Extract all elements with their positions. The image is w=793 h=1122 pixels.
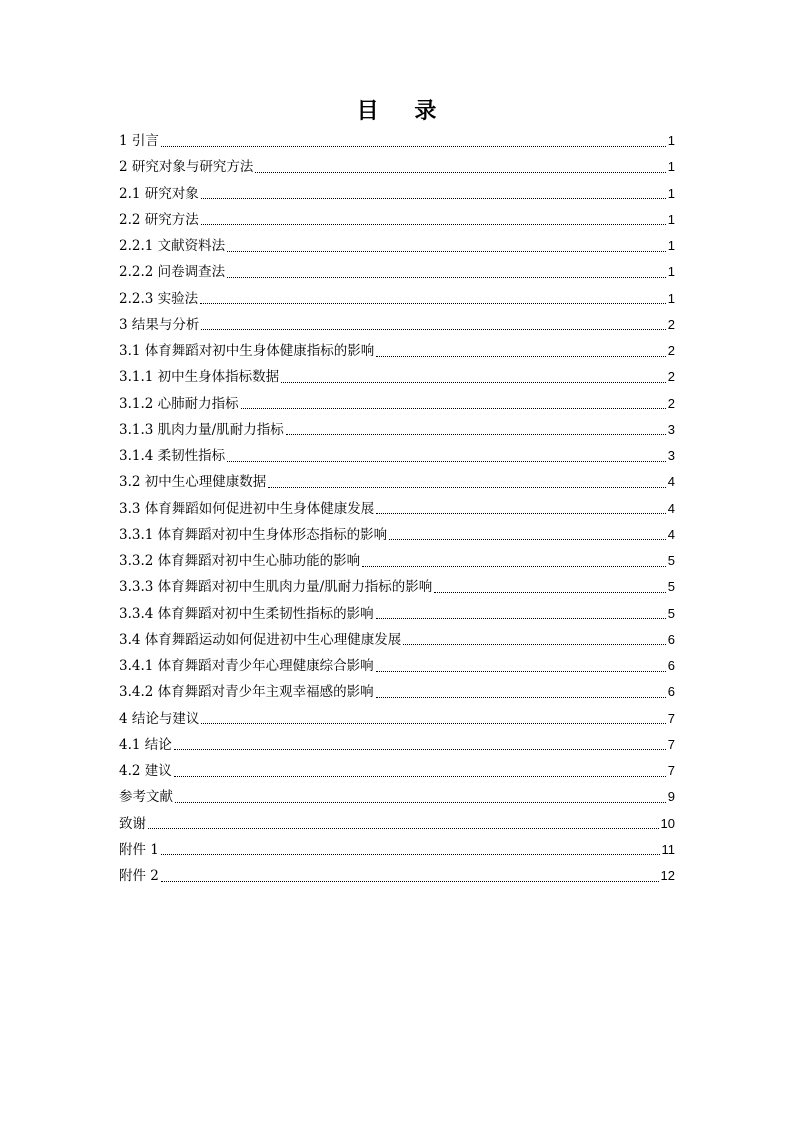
toc-entry[interactable] bbox=[119, 574, 675, 600]
dot-leader bbox=[403, 644, 666, 645]
toc-entry-page-number: 6 bbox=[667, 684, 675, 700]
toc-entry[interactable] bbox=[119, 181, 675, 207]
toc-entry-label: 3 结果与分析 bbox=[119, 316, 200, 333]
toc-entry-page-number: 5 bbox=[667, 579, 675, 595]
toc-entry-label: 3.2 初中生心理健康数据 bbox=[119, 474, 267, 491]
dot-leader bbox=[376, 671, 666, 672]
toc-entry-label: 2.1 研究对象 bbox=[119, 185, 199, 202]
dot-leader bbox=[174, 776, 666, 777]
toc-entry[interactable] bbox=[119, 259, 675, 285]
toc-entry-label: 3.3.1 体育舞蹈对初中生身体形态指标的影响 bbox=[119, 526, 388, 543]
dot-leader bbox=[376, 356, 666, 357]
toc-entry-label: 3.1.1 初中生身体指标数据 bbox=[119, 369, 280, 386]
toc-entry[interactable] bbox=[119, 548, 675, 574]
toc-entry-page-number: 11 bbox=[661, 841, 675, 857]
toc-entry-page-number: 10 bbox=[660, 815, 675, 831]
toc-entry-page-number: 1 bbox=[667, 133, 675, 149]
dot-leader bbox=[201, 329, 665, 330]
toc-entry-page-number: 5 bbox=[667, 605, 675, 621]
toc-entry[interactable] bbox=[119, 653, 675, 679]
toc-entry[interactable] bbox=[119, 627, 675, 653]
toc-entry[interactable] bbox=[119, 706, 675, 732]
toc-entry-label: 3.4.1 体育舞蹈对青少年心理健康综合影响 bbox=[119, 658, 374, 675]
dot-leader bbox=[161, 146, 666, 147]
toc-entry-label: 2.2.1 文献资料法 bbox=[119, 238, 226, 255]
dot-leader bbox=[201, 224, 666, 225]
toc-entry-page-number: 2 bbox=[667, 369, 675, 385]
toc-entry-page-number: 9 bbox=[667, 789, 675, 805]
toc-entry-page-number: 1 bbox=[667, 185, 675, 201]
toc-entry-page-number: 1 bbox=[667, 264, 675, 280]
toc-entry[interactable] bbox=[119, 128, 675, 154]
dot-leader bbox=[434, 592, 666, 593]
dot-leader bbox=[255, 172, 665, 173]
dot-leader bbox=[281, 382, 666, 383]
toc-entry-label: 3.3 体育舞蹈如何促进初中生身体健康发展 bbox=[119, 500, 375, 517]
toc-entry-page-number: 3 bbox=[667, 421, 675, 437]
toc-entry-page-number: 1 bbox=[667, 159, 675, 175]
toc-entry-label: 4 结论与建议 bbox=[119, 710, 200, 727]
dot-leader bbox=[161, 854, 660, 855]
toc-entry-label: 3.1.4 柔韧性指标 bbox=[119, 448, 226, 465]
toc-entry-page-number: 2 bbox=[667, 316, 675, 332]
toc-entry-page-number: 7 bbox=[667, 763, 675, 779]
toc-entry[interactable] bbox=[119, 417, 675, 443]
toc-entry-page-number: 6 bbox=[667, 631, 675, 647]
dot-leader bbox=[286, 434, 666, 435]
toc-entry-page-number: 1 bbox=[667, 211, 675, 227]
toc-entry-page-number: 4 bbox=[667, 526, 675, 542]
toc-entry-page-number: 1 bbox=[667, 238, 675, 254]
dot-leader bbox=[389, 539, 666, 540]
toc-entry-label: 3.1 体育舞蹈对初中生身体健康指标的影响 bbox=[119, 343, 375, 360]
toc-entry-page-number: 1 bbox=[667, 290, 675, 306]
toc-entry-label: 3.1.3 肌肉力量/肌耐力指标 bbox=[119, 421, 284, 438]
dot-leader bbox=[376, 697, 666, 698]
toc-entry-label: 2.2.2 问卷调查法 bbox=[119, 264, 226, 281]
toc-entry-label: 3.3.2 体育舞蹈对初中生心肺功能的影响 bbox=[119, 553, 361, 570]
dot-leader bbox=[227, 251, 666, 252]
dot-leader bbox=[241, 408, 666, 409]
toc-entry-label: 3.1.2 心肺耐力指标 bbox=[119, 395, 239, 412]
toc-entry[interactable] bbox=[119, 364, 675, 390]
toc-entry[interactable] bbox=[119, 286, 675, 312]
toc-entry[interactable] bbox=[119, 601, 675, 627]
dot-leader bbox=[161, 881, 659, 882]
toc-entry[interactable] bbox=[119, 784, 675, 810]
toc-entry[interactable] bbox=[119, 863, 675, 889]
toc-entry-label: 致谢 bbox=[119, 815, 146, 832]
toc-entry[interactable] bbox=[119, 522, 675, 548]
toc-entry-page-number: 12 bbox=[660, 868, 675, 884]
dot-leader bbox=[376, 618, 666, 619]
dot-leader bbox=[268, 487, 666, 488]
toc-entry-page-number: 6 bbox=[667, 658, 675, 674]
dot-leader bbox=[201, 723, 665, 724]
toc-entry-label: 1 引言 bbox=[119, 133, 159, 150]
dot-leader bbox=[175, 802, 666, 803]
toc-entry-page-number: 7 bbox=[667, 736, 675, 752]
dot-leader bbox=[362, 566, 666, 567]
dot-leader bbox=[200, 303, 666, 304]
toc-entry-label: 2 研究对象与研究方法 bbox=[119, 159, 254, 176]
toc-entry[interactable] bbox=[119, 679, 675, 705]
dot-leader bbox=[148, 828, 659, 829]
toc-entry[interactable] bbox=[119, 233, 675, 259]
toc-entry-label: 4.2 建议 bbox=[119, 763, 172, 780]
dot-leader bbox=[376, 513, 666, 514]
toc-entry-label: 附件 2 bbox=[119, 868, 159, 885]
toc-entry-page-number: 4 bbox=[667, 474, 675, 490]
toc-entry-label: 4.1 结论 bbox=[119, 736, 172, 753]
toc-entry[interactable] bbox=[119, 391, 675, 417]
toc-entry[interactable] bbox=[119, 837, 675, 863]
toc-entry-label: 3.3.3 体育舞蹈对初中生肌肉力量/肌耐力指标的影响 bbox=[119, 579, 433, 596]
dot-leader bbox=[201, 198, 666, 199]
toc-entry[interactable] bbox=[119, 154, 675, 180]
toc-entry-label: 3.3.4 体育舞蹈对初中生柔韧性指标的影响 bbox=[119, 605, 374, 622]
toc-entry[interactable] bbox=[119, 758, 675, 784]
dot-leader bbox=[227, 277, 666, 278]
toc-entry-page-number: 5 bbox=[667, 553, 675, 569]
toc-entry[interactable] bbox=[119, 312, 675, 338]
dot-leader bbox=[174, 749, 666, 750]
toc-entry[interactable] bbox=[119, 496, 675, 522]
toc-entry[interactable] bbox=[119, 469, 675, 495]
table-of-contents bbox=[119, 128, 675, 889]
toc-entry[interactable] bbox=[119, 811, 675, 837]
toc-entry-label: 3.4.2 体育舞蹈对青少年主观幸福感的影响 bbox=[119, 684, 374, 701]
toc-entry[interactable] bbox=[119, 732, 675, 758]
toc-entry-label: 参考文献 bbox=[119, 789, 173, 806]
toc-entry-page-number: 7 bbox=[667, 710, 675, 726]
toc-entry-page-number: 3 bbox=[667, 448, 675, 464]
page-title: 目 录 bbox=[356, 98, 451, 124]
toc-entry-page-number: 2 bbox=[667, 343, 675, 359]
toc-entry-label: 3.4 体育舞蹈运动如何促进初中生心理健康发展 bbox=[119, 631, 402, 648]
toc-entry[interactable] bbox=[119, 207, 675, 233]
toc-entry-label: 2.2 研究方法 bbox=[119, 211, 199, 228]
toc-entry-label: 2.2.3 实验法 bbox=[119, 290, 199, 307]
toc-entry-label: 附件 1 bbox=[119, 841, 159, 858]
toc-entry[interactable] bbox=[119, 443, 675, 469]
toc-entry-page-number: 2 bbox=[667, 395, 675, 411]
toc-entry-page-number: 4 bbox=[667, 500, 675, 516]
toc-entry[interactable] bbox=[119, 338, 675, 364]
dot-leader bbox=[227, 461, 666, 462]
